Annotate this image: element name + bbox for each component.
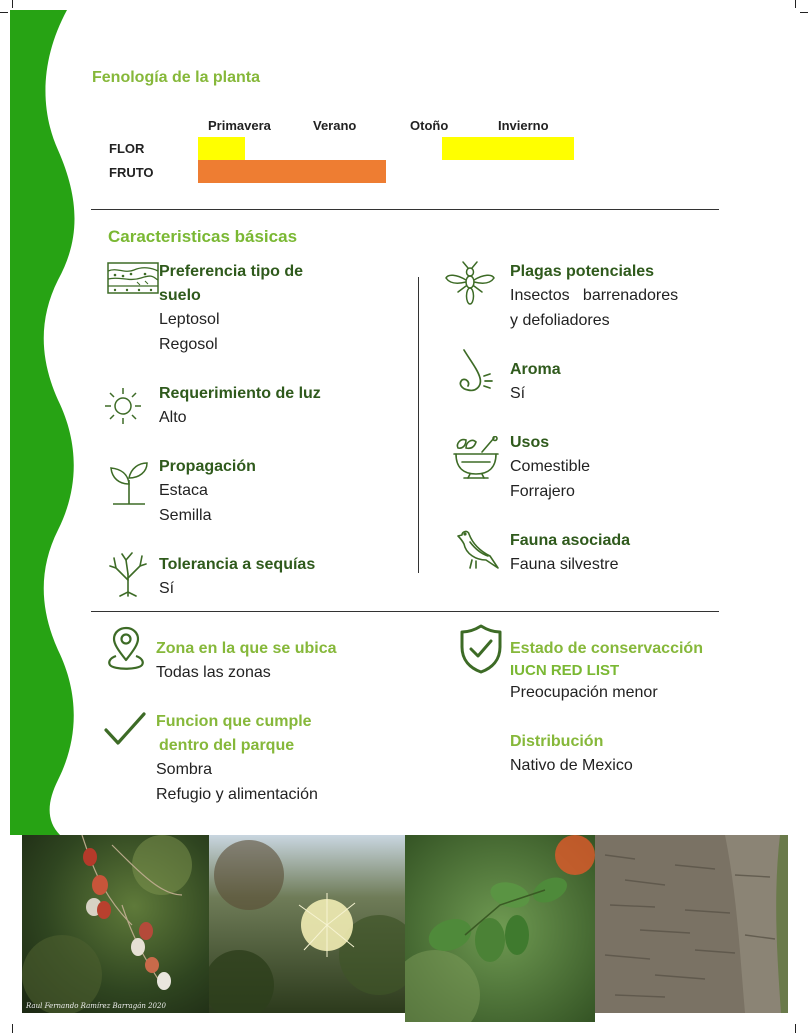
distribution-label: Distribución bbox=[510, 733, 604, 750]
pests-value: y defoliadores bbox=[510, 311, 610, 329]
phenology-bar bbox=[442, 137, 574, 160]
fruit-photo bbox=[22, 835, 209, 1013]
function-label: dentro del parque bbox=[159, 737, 295, 754]
phenology-bar bbox=[198, 137, 245, 160]
soil-value: Leptosol bbox=[159, 311, 220, 328]
flower-photo bbox=[209, 835, 405, 1013]
photo-credit: Raul Fernando Ramírez Barragán 2020 bbox=[26, 1002, 166, 1010]
soil-label: suelo bbox=[159, 287, 201, 304]
uses-value: Forrajero bbox=[510, 482, 575, 500]
divider bbox=[91, 611, 719, 612]
propagation-label: Propagación bbox=[159, 458, 256, 475]
drought-label: Tolerancia a sequías bbox=[159, 556, 316, 573]
drought-value: Sí bbox=[159, 580, 175, 597]
sprout-icon bbox=[107, 460, 151, 506]
soil-label: Preferencia tipo de bbox=[159, 263, 304, 280]
aroma-value: Sí bbox=[510, 385, 526, 402]
crop-mark bbox=[0, 12, 8, 13]
soil-block bbox=[159, 260, 303, 357]
conservation-list: IUCN RED LIST bbox=[510, 662, 620, 679]
divider bbox=[91, 209, 719, 210]
crop-mark bbox=[12, 0, 13, 8]
distribution-block bbox=[510, 730, 633, 779]
soil-layers-icon bbox=[107, 262, 159, 294]
zone-block bbox=[156, 637, 337, 686]
location-pin-icon bbox=[106, 626, 146, 672]
uses-block bbox=[510, 431, 590, 504]
basics-title: Caracteristicas básicas bbox=[108, 227, 298, 246]
light-label: Requerimiento de luz bbox=[159, 385, 321, 402]
conservation-label: Estado de conservacción bbox=[510, 640, 703, 657]
trunk-photo bbox=[595, 835, 788, 1013]
function-label: Funcion que cumple bbox=[156, 713, 312, 730]
propagation-block bbox=[159, 455, 256, 528]
conservation-block bbox=[510, 637, 703, 706]
insect-icon bbox=[444, 260, 496, 306]
uses-label: Usos bbox=[510, 434, 550, 451]
column-divider bbox=[418, 277, 419, 573]
aroma-block bbox=[510, 358, 561, 407]
light-value: Alto bbox=[159, 409, 187, 426]
season-label: Primavera bbox=[208, 118, 271, 133]
function-block bbox=[156, 710, 318, 807]
crop-mark bbox=[800, 12, 808, 13]
zone-value: Todas las zonas bbox=[156, 664, 271, 681]
uses-value: Comestible bbox=[510, 458, 591, 475]
mortar-icon bbox=[452, 436, 500, 480]
function-value: Refugio y alimentación bbox=[156, 785, 318, 803]
function-value: Sombra bbox=[156, 761, 213, 778]
checkmark-icon bbox=[103, 710, 147, 748]
bird-icon bbox=[456, 528, 500, 570]
crop-mark bbox=[795, 1024, 796, 1033]
phenology-bar bbox=[198, 160, 386, 183]
bare-tree-icon bbox=[104, 550, 152, 598]
fauna-label: Fauna asociada bbox=[510, 532, 631, 549]
phenology-row-label: FRUTO bbox=[109, 165, 154, 180]
fauna-block bbox=[510, 529, 630, 578]
sun-icon bbox=[103, 386, 143, 426]
propagation-value: Semilla bbox=[159, 506, 212, 524]
nose-icon bbox=[454, 348, 498, 396]
leaves-photo bbox=[405, 835, 595, 1022]
season-label: Otoño bbox=[410, 118, 449, 133]
crop-mark bbox=[795, 0, 796, 8]
aroma-label: Aroma bbox=[510, 361, 561, 378]
fauna-value: Fauna silvestre bbox=[510, 556, 619, 573]
phenology-row-label: FLOR bbox=[109, 141, 145, 156]
propagation-value: Estaca bbox=[159, 482, 208, 499]
light-block bbox=[159, 382, 321, 431]
conservation-value: Preocupación menor bbox=[510, 684, 658, 701]
season-label: Invierno bbox=[498, 118, 549, 133]
pests-value: Insectos barrenadores bbox=[510, 287, 679, 304]
pests-label: Plagas potenciales bbox=[510, 263, 655, 280]
phenology-title: Fenología de la planta bbox=[92, 69, 261, 86]
season-label: Verano bbox=[313, 118, 357, 133]
distribution-value: Nativo de Mexico bbox=[510, 757, 633, 774]
crop-mark bbox=[12, 1024, 13, 1033]
drought-block bbox=[159, 553, 315, 602]
zone-label: Zona en la que se ubica bbox=[156, 640, 337, 657]
soil-value: Regosol bbox=[159, 335, 218, 353]
pests-block bbox=[510, 260, 678, 333]
shield-check-icon bbox=[458, 623, 504, 675]
